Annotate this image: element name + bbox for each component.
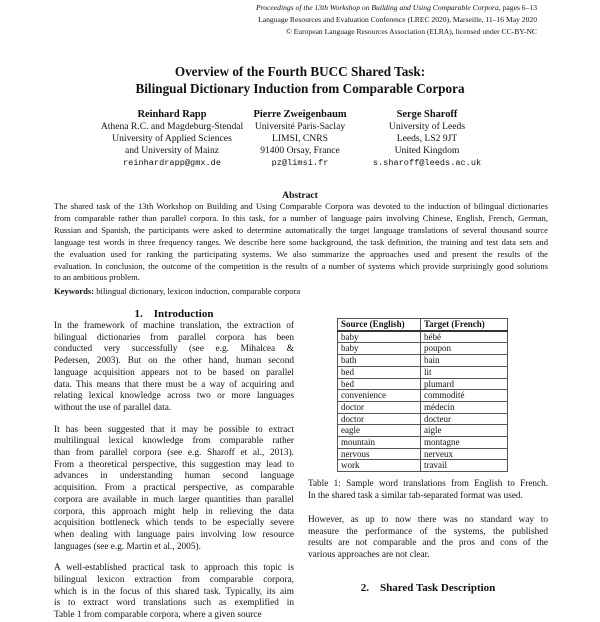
text-line: is to extract word translations such as exemplified in	[54, 598, 294, 609]
text-line: languages (see e.g. Martin et al., 2005).	[54, 541, 201, 552]
author-affiliation: University of Leeds	[388, 121, 466, 132]
target-word: plumard	[421, 378, 508, 390]
text-line: In the shared task a similar tab-separated format was used.	[308, 489, 523, 500]
table-1-caption	[308, 478, 548, 501]
source-word: bath	[338, 355, 421, 367]
source-word: bed	[338, 366, 421, 378]
author	[327, 108, 527, 169]
table-row	[338, 366, 508, 378]
author-affiliation: Université Paris-Saclay	[254, 121, 346, 132]
text-line: However, as up to now there was no standard way to	[308, 515, 548, 525]
section-heading-introduction: 1. Introduction	[134, 308, 214, 320]
text-line: In the framework of machine translation, the extraction of	[54, 321, 294, 331]
table-1	[337, 318, 508, 472]
author-affiliation: United Kingdom	[394, 145, 460, 156]
table-header-source: Source (English)	[338, 319, 421, 331]
title-line-2: Bilingual Dictionary Induction from Comparable Corpora	[135, 81, 465, 96]
source-word: doctor	[338, 413, 421, 425]
text-line: from comparable rather than parallel corpora. In this task, for a number of language pairs involving Chinese, English, French, German,	[54, 212, 548, 223]
text-line: multilingual lexical knowledge from comparable rather	[54, 436, 294, 447]
target-word: nerveux	[421, 448, 508, 460]
text-line: The shared task of the 13th Workshop on Building and Using Comparable Corpora was devoted to the induction of bilingual dictionaries	[54, 201, 548, 211]
text-line: various approaches are not clear.	[308, 550, 430, 561]
table-row	[338, 343, 508, 355]
keywords	[54, 286, 300, 296]
text-line: language test words in three frequency ranges. We describe here some background, the task definition, the training and test data sets and	[54, 236, 548, 247]
paragraph	[54, 321, 294, 415]
text-line: evaluation. In conclusion, the outcome of the competition is the results of a number of systems which provide surprisingly good solutions	[54, 260, 548, 271]
right-paragraph	[308, 515, 548, 562]
author-email[interactable]: pz@limsi.fr	[271, 158, 329, 168]
author-name: Serge Sharoff	[396, 109, 458, 120]
author-name: Reinhard Rapp	[137, 109, 207, 120]
text-line: Table 1: Sample word translations from English to French.	[308, 478, 548, 488]
text-line: results are not comparable and the pros and cons of the	[308, 538, 548, 549]
table-row	[338, 437, 508, 449]
text-line: measure the performance of the systems, the published	[308, 526, 548, 537]
text-line: than from parallel corpora (see e.g. Sharoff et al., 2013).	[54, 448, 294, 459]
keywords-label: Keywords:	[54, 286, 95, 296]
table-row	[338, 331, 508, 343]
table-header-target: Target (French)	[421, 319, 508, 331]
text-line: when dealing with language pairs involving low resource	[54, 529, 294, 540]
source-word: work	[338, 460, 421, 472]
introduction-text	[54, 321, 294, 622]
text-line: Table 1 from comparable corpora, where a given source	[54, 610, 262, 621]
text-line: without the use of parallel data.	[54, 402, 172, 413]
text-line: Pedersen, 2003). But on the other hand, human second	[54, 356, 294, 367]
author-email[interactable]: s.sharoff@leeds.ac.uk	[372, 158, 482, 168]
target-word: médecin	[421, 401, 508, 413]
target-word: docteur	[421, 413, 508, 425]
keywords-text: bilingual dictionary, lexicon induction, comparable corpora	[94, 286, 301, 296]
author-name: Pierre Zweigenbaum	[253, 109, 347, 120]
paper-title	[0, 63, 600, 97]
table-row	[338, 401, 508, 413]
target-word: bébé	[421, 331, 508, 343]
text-line: From a theoretical perspective, this suggestion may lead to	[54, 459, 294, 470]
author-affiliation: Athena R.C. and Magdeburg-Stendal	[100, 121, 244, 132]
table-row	[338, 378, 508, 390]
abstract-text	[54, 201, 548, 284]
source-word: mountain	[338, 437, 421, 449]
text-line: corpora, this approach might help in relieving the data	[54, 506, 294, 517]
text-line: Russian and Spanish, the participants were asked to determine automatically the target language translations of several thousand source	[54, 224, 548, 235]
text-line: A well-established practical task to approach this topic is	[54, 563, 294, 574]
target-word: montagne	[421, 437, 508, 449]
section-heading-shared-task: 2. Shared Task Description	[360, 582, 496, 594]
source-word: doctor	[338, 401, 421, 413]
header-conference: Language Resources and Evaluation Conference (LREC 2020), Marseille, 11–16 May 2020	[258, 15, 537, 24]
header-pages: pages 6–13	[500, 3, 537, 12]
abstract-heading: Abstract	[282, 190, 318, 201]
header-license: © European Language Resources Association (ELRA), licensed under CC-BY-NC	[285, 27, 537, 36]
table-row	[338, 413, 508, 425]
title-line-1: Overview of the Fourth BUCC Shared Task:	[174, 64, 426, 79]
source-word: baby	[338, 331, 421, 343]
text-line: corpora are available in much larger quantities than parallel	[54, 494, 294, 505]
table-row	[338, 448, 508, 460]
target-word: bain	[421, 355, 508, 367]
table-row	[338, 390, 508, 402]
author-affiliation: and University of Mainz	[124, 145, 220, 156]
target-word: travail	[421, 460, 508, 472]
text-line: advances in understanding human second language	[54, 471, 294, 482]
target-word: aigle	[421, 425, 508, 437]
source-word: bed	[338, 378, 421, 390]
header-venue: Proceedings of the 13th Workshop on Building and Using Comparable Corpora,	[255, 3, 501, 12]
text-line: which is in the focus of this shared task. Typically, its aim	[54, 586, 294, 597]
text-line: bilingual dictionaries from parallel corpora has been	[54, 332, 294, 343]
source-word: eagle	[338, 425, 421, 437]
text-line: to an ambitious problem.	[54, 272, 140, 283]
text-line: language acquisition appears not to be based on parallel	[54, 367, 294, 378]
text-line: bilingual lexicon extraction from comparable corpora,	[54, 575, 294, 586]
text-line: relating lexical knowledge across two or more languages	[54, 391, 294, 402]
text-line: the evaluation used for ranking the participating systems. We also summarize the approaches used and present the results of the	[54, 248, 548, 259]
author-affiliation: University of Applied Sciences	[112, 133, 232, 144]
table-row	[338, 355, 508, 367]
text-line: data. This means that there must be a way of acquiring and	[54, 379, 294, 390]
target-word: poupon	[421, 343, 508, 355]
text-line: acquisition. From a practical perspective, as comparable	[54, 483, 294, 494]
author-affiliation: 91400 Orsay, France	[260, 145, 340, 156]
target-word: commodité	[421, 390, 508, 402]
source-word: baby	[338, 343, 421, 355]
source-word: convenience	[338, 390, 421, 402]
author-email[interactable]: reinhardrapp@gmx.de	[123, 158, 221, 168]
text-line: conducted very successfully (see e.g. Mihalcea &	[54, 344, 294, 355]
text-line: acquisition bottleneck which tends to be especially severe	[54, 518, 294, 529]
target-word: lit	[421, 366, 508, 378]
text-line: It has been suggested that it may be possible to extract	[54, 424, 294, 435]
proceedings-header	[256, 2, 537, 38]
paragraph	[54, 563, 294, 622]
source-word: nervous	[338, 448, 421, 460]
table-row	[338, 425, 508, 437]
author-affiliation: Leeds, LS2 9JT	[396, 133, 458, 144]
author-affiliation: LIMSI, CNRS	[272, 133, 328, 144]
paragraph	[54, 425, 294, 554]
table-row	[338, 460, 508, 472]
